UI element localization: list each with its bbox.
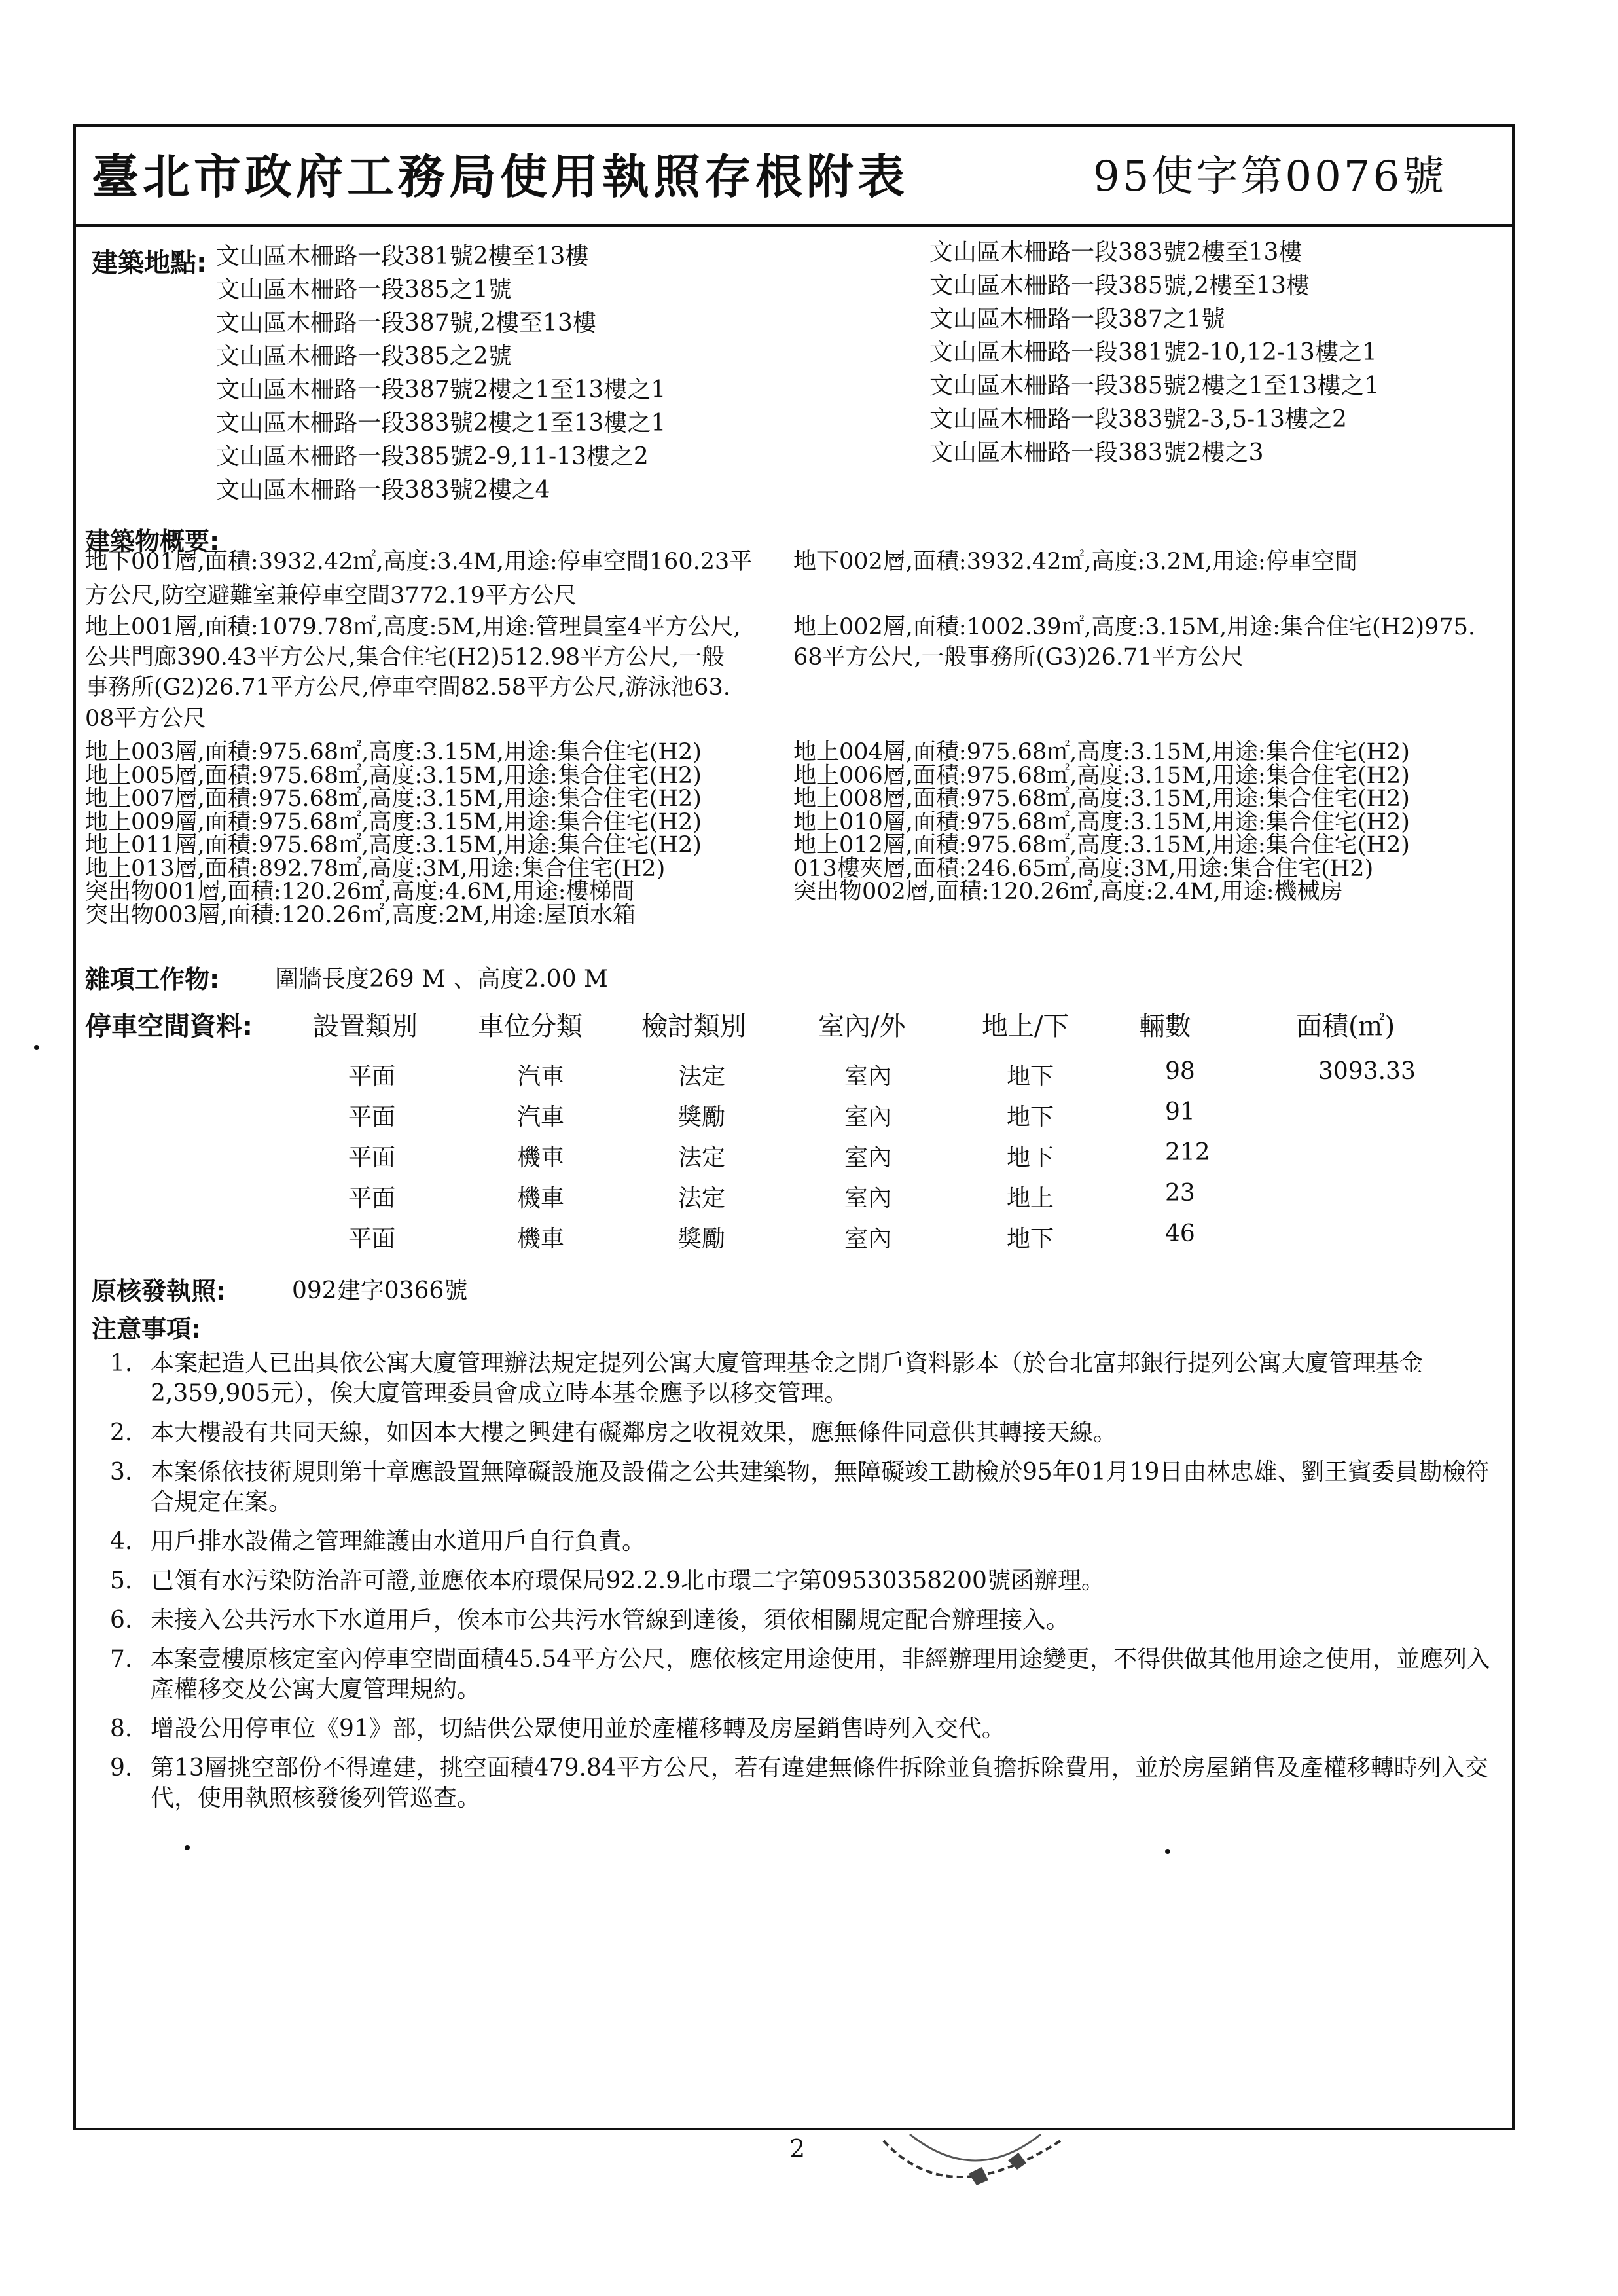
table-cell: 平面 (348, 1063, 396, 1090)
address-line: 文山區木柵路一段381號2-10,12-13樓之1 (929, 339, 1377, 366)
misc-works-label: 雜項工作物: (85, 965, 220, 994)
note-number: 1. (110, 1350, 133, 1377)
note-item (110, 1527, 1491, 1557)
parking-header: 地上/下 (982, 1011, 1070, 1042)
note-number: 5. (110, 1567, 133, 1594)
table-cell: 室內 (844, 1185, 892, 1212)
misc-works-value: 圍牆長度269 M 、高度2.00 M (275, 966, 608, 993)
table-cell: 汽車 (517, 1063, 565, 1090)
table-cell: 平面 (348, 1104, 396, 1131)
address-line: 文山區木柵路一段383號2樓之3 (929, 439, 1264, 466)
note-item (110, 1605, 1491, 1635)
note-text: 增設公用停車位《91》部，切結供公眾使用並於產權移轉及房屋銷售時列入交代。 (151, 1715, 1005, 1742)
parking-header: 設置類別 (313, 1011, 418, 1042)
table-cell: 212 (1165, 1139, 1210, 1166)
ground2-continued: 68平方公尺,一般事務所(G3)26.71平方公尺 (793, 644, 1244, 670)
floor-list-left (85, 741, 702, 927)
note-item (110, 1645, 1491, 1705)
floor-line: 突出物003層,面積:120.26㎡,高度:2M,用途:屋頂水箱 (85, 902, 636, 928)
table-cell: 地下 (1007, 1063, 1054, 1090)
floor-line: 地上009層,面積:975.68㎡,高度:3.15M,用途:集合住宅(H2) (85, 809, 702, 835)
table-cell: 地上 (1007, 1185, 1054, 1212)
table-cell: 平面 (348, 1226, 396, 1252)
floor-line: 地上010層,面積:975.68㎡,高度:3.15M,用途:集合住宅(H2) (793, 809, 1410, 835)
document-title: 臺北市政府工務局使用執照存根附表 (92, 149, 909, 204)
note-number: 2. (110, 1419, 133, 1446)
parking-header: 輛數 (1139, 1011, 1191, 1042)
table-cell: 機車 (517, 1144, 565, 1171)
floor-line: 地上006層,面積:975.68㎡,高度:3.15M,用途:集合住宅(H2) (793, 762, 1410, 789)
table-cell: 機車 (517, 1185, 565, 1212)
table-cell: 法定 (678, 1185, 726, 1212)
floor-line: 地上004層,面積:975.68㎡,高度:3.15M,用途:集合住宅(H2) (793, 739, 1410, 765)
table-cell: 23 (1165, 1180, 1195, 1207)
address-line: 文山區木柵路一段385號,2樓至13樓 (929, 272, 1310, 299)
address-line: 文山區木柵路一段383號2樓之1至13樓之1 (216, 410, 666, 437)
scan-speck (1165, 1849, 1170, 1854)
address-line: 文山區木柵路一段383號2樓之4 (216, 477, 550, 503)
table-cell: 平面 (348, 1185, 396, 1212)
floor-line: 突出物001層,面積:120.26㎡,高度:4.6M,用途:樓梯間 (85, 879, 635, 905)
note-item (110, 1753, 1491, 1813)
note-text: 用戶排水設備之管理維護由水道用戶自行負責。 (151, 1528, 646, 1555)
original-permit-value: 092建字0366號 (292, 1277, 468, 1304)
address-line: 文山區木柵路一段387之1號 (929, 306, 1225, 333)
floor-line: 地上003層,面積:975.68㎡,高度:3.15M,用途:集合住宅(H2) (85, 739, 702, 765)
table-cell: 汽車 (517, 1104, 565, 1131)
scan-speck (185, 1845, 190, 1850)
note-item (110, 1457, 1491, 1518)
parking-header: 車位分類 (478, 1011, 583, 1042)
table-cell: 3093.33 (1318, 1058, 1416, 1085)
title-divider (73, 224, 1515, 227)
table-cell: 機車 (517, 1226, 565, 1252)
parking-header: 面積(㎡) (1296, 1011, 1395, 1042)
table-cell: 獎勵 (678, 1226, 726, 1252)
floor-list-right (793, 741, 1410, 904)
address-line: 文山區木柵路一段385之1號 (216, 276, 512, 303)
address-line: 文山區木柵路一段385號2-9,11-13樓之2 (216, 443, 649, 470)
table-cell: 平面 (348, 1144, 396, 1171)
notes-label: 注意事項: (92, 1315, 202, 1343)
ground1-continued: 公共門廊390.43平方公尺,集合住宅(H2)512.98平方公尺,一般 (85, 644, 725, 670)
address-list-left (216, 240, 666, 507)
permit-number: 95使字第0076號 (1093, 153, 1447, 201)
table-cell: 地下 (1007, 1144, 1054, 1171)
note-number: 8. (110, 1715, 133, 1742)
basement1-continued: 方公尺,防空避難室兼停車空間3772.19平方公尺 (85, 583, 577, 609)
table-cell: 法定 (678, 1063, 726, 1090)
scan-speck (34, 1045, 39, 1050)
note-text: 本案壹樓原核定室內停車空間面積45.54平方公尺，應依核定用途使用，非經辦理用途變更，不得供做其他用途之使用，並應列入產權移交及公寓大廈管理規約。 (151, 1646, 1491, 1703)
ground2-line: 地上002層,面積:1002.39㎡,高度:3.15M,用途:集合住宅(H2)975. (793, 614, 1476, 640)
note-number: 6. (110, 1607, 133, 1633)
basement1-line: 地下001層,面積:3932.42㎡,高度:3.4M,用途:停車空間160.23平 (85, 549, 753, 575)
floor-line: 地上013層,面積:892.78㎡,高度:3M,用途:集合住宅(H2) (85, 855, 666, 882)
note-text: 本案係依技術規則第十章應設置無障礙設施及設備之公共建築物，無障礙竣工勘檢於95年01月19日由林忠雄、劉王賓委員勘檢符合規定在案。 (151, 1459, 1490, 1516)
note-item (110, 1566, 1491, 1596)
table-cell: 室內 (844, 1063, 892, 1090)
address-line: 文山區木柵路一段387號2樓之1至13樓之1 (216, 376, 666, 403)
note-number: 7. (110, 1646, 133, 1673)
original-permit-label: 原核發執照: (92, 1277, 226, 1305)
floor-line: 地上008層,面積:975.68㎡,高度:3.15M,用途:集合住宅(H2) (793, 786, 1410, 812)
address-line: 文山區木柵路一段383號2-3,5-13樓之2 (929, 406, 1347, 433)
ground1-continued-3: 08平方公尺 (85, 706, 206, 732)
note-item (110, 1714, 1491, 1744)
ground1-continued-2: 事務所(G2)26.71平方公尺,停車空間82.58平方公尺,游泳池63. (85, 674, 730, 701)
table-cell: 室內 (844, 1226, 892, 1252)
building-summary-label: 建築物概要: (85, 527, 220, 556)
table-cell: 98 (1165, 1058, 1195, 1085)
table-cell: 獎勵 (678, 1104, 726, 1131)
note-item (110, 1418, 1491, 1448)
note-number: 9. (110, 1755, 133, 1781)
note-text: 未接入公共污水下水道用戶，俟本市公共污水管線到達後，須依相關規定配合辦理接入。 (151, 1607, 1070, 1633)
note-number: 3. (110, 1459, 133, 1485)
note-text: 已領有水污染防治許可證,並應依本府環保局92.2.9北市環二字第09530358200號函辦理。 (151, 1567, 1105, 1594)
stamp-fragment-icon (871, 2115, 1106, 2246)
floor-line: 地上011層,面積:975.68㎡,高度:3.15M,用途:集合住宅(H2) (85, 832, 702, 858)
address-line: 文山區木柵路一段387號,2樓至13樓 (216, 310, 596, 337)
table-cell: 室內 (844, 1104, 892, 1131)
address-line: 文山區木柵路一段385號2樓之1至13樓之1 (929, 373, 1380, 399)
table-cell: 地下 (1007, 1104, 1054, 1131)
floor-line: 地上005層,面積:975.68㎡,高度:3.15M,用途:集合住宅(H2) (85, 762, 702, 789)
address-line: 文山區木柵路一段383號2樓至13樓 (929, 239, 1303, 266)
notes-list (110, 1349, 1491, 1823)
parking-label: 停車空間資料: (85, 1011, 253, 1042)
official-stamp-seal (871, 2115, 1106, 2248)
address-line: 文山區木柵路一段385之2號 (216, 343, 512, 370)
table-cell: 地下 (1007, 1226, 1054, 1252)
ground1-line: 地上001層,面積:1079.78㎡,高度:5M,用途:管理員室4平方公尺, (85, 614, 741, 640)
table-cell: 室內 (844, 1144, 892, 1171)
address-line: 文山區木柵路一段381號2樓至13樓 (216, 243, 589, 270)
table-cell: 46 (1165, 1220, 1195, 1247)
floor-line: 突出物002層,面積:120.26㎡,高度:2.4M,用途:機械房 (793, 879, 1343, 905)
floor-line: 地上012層,面積:975.68㎡,高度:3.15M,用途:集合住宅(H2) (793, 832, 1410, 858)
floor-line: 013樓夾層,面積:246.65㎡,高度:3M,用途:集合住宅(H2) (793, 855, 1374, 882)
floor-line: 地上007層,面積:975.68㎡,高度:3.15M,用途:集合住宅(H2) (85, 786, 702, 812)
note-text: 本案起造人已出具依公寓大廈管理辦法規定提列公寓大廈管理基金之開戶資料影本（於台北富邦銀行提列公寓大廈管理基金2,359,905元），俟大廈管理委員會成立時本基金應予以移交管理。 (151, 1350, 1424, 1407)
parking-header: 室內/外 (818, 1011, 906, 1042)
table-cell: 法定 (678, 1144, 726, 1171)
page-number: 2 (789, 2134, 806, 2163)
note-text: 第13層挑空部份不得違建，挑空面積479.84平方公尺，若有違建無條件拆除並負擔拆除費用，並於房屋銷售及產權移轉時列入交代，使用執照核發後列管巡查。 (151, 1755, 1488, 1812)
note-text: 本大樓設有共同天線，如因本大樓之興建有礙鄰房之收視效果，應無條件同意供其轉接天線。 (151, 1419, 1117, 1446)
address-list-right (929, 236, 1379, 469)
parking-header: 檢討類別 (641, 1011, 746, 1042)
table-cell: 91 (1165, 1099, 1195, 1125)
address-label: 建築地點: (92, 248, 207, 278)
note-item (110, 1349, 1491, 1409)
note-number: 4. (110, 1528, 133, 1555)
basement2-line: 地下002層,面積:3932.42㎡,高度:3.2M,用途:停車空間 (793, 549, 1357, 575)
